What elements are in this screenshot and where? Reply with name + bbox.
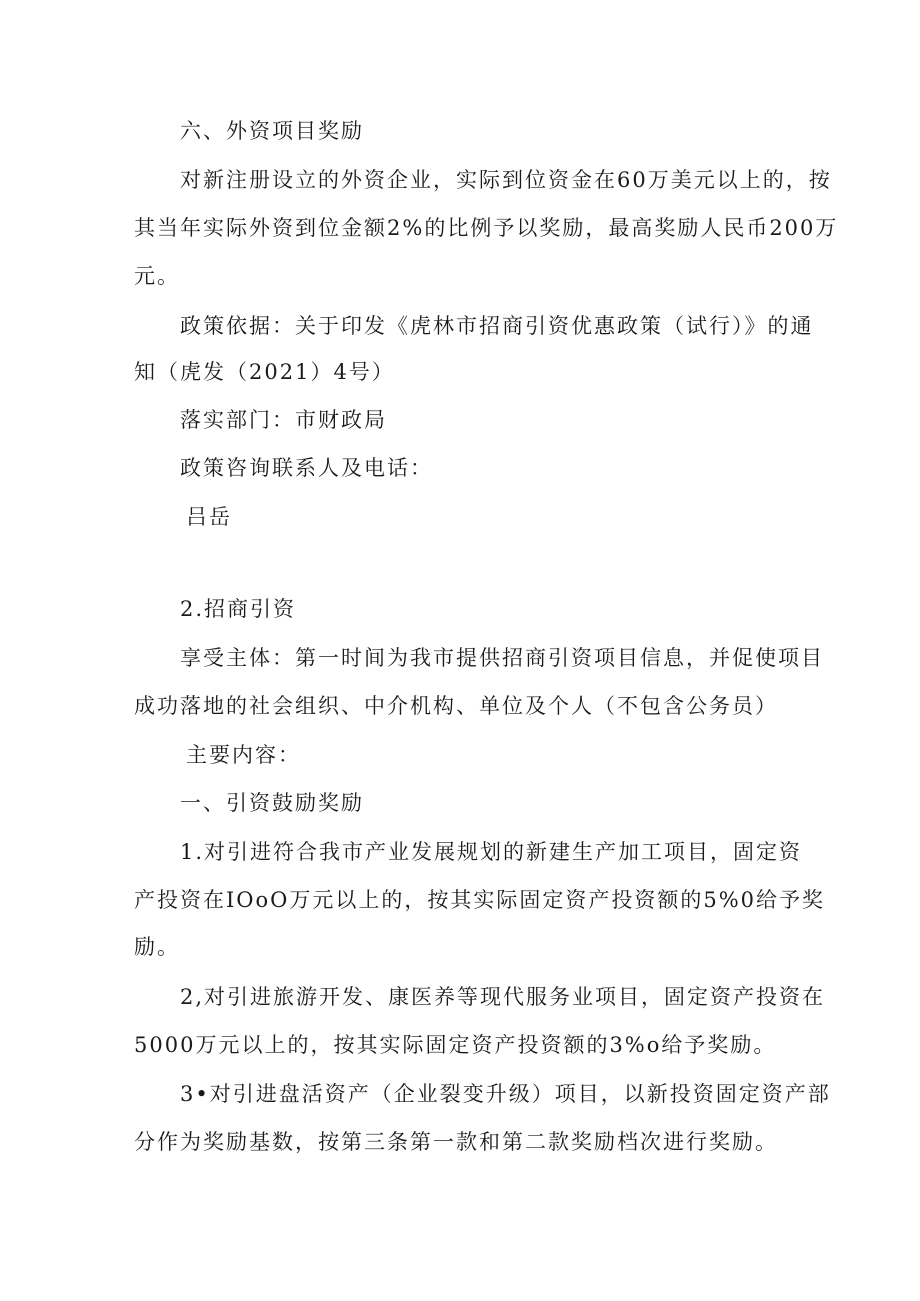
contact-name: 吕岳 <box>186 505 232 529</box>
section-six-para1-line3: 元。 <box>134 264 180 288</box>
section-six-heading: 六、外资项目奖励 <box>180 119 364 143</box>
section-six-para1-line2: 其当年实际外资到位金额2%的比例予以奖励，最高奖励人民币200万 <box>134 216 839 240</box>
item3-line1: 3•对引进盘活资产（企业裂变升级）项目，以新投资固定资产部 <box>180 1082 831 1106</box>
main-content-label: 主要内容： <box>186 743 301 767</box>
item1-line3: 励。 <box>134 935 180 959</box>
item2-line1: 2,对引进旅游开发、康医养等现代服务业项目，固定资产投资在 <box>180 985 826 1009</box>
item1-line2: 产投资在IOoO万元以上的，按其实际固定资产投资额的5%0给予奖 <box>134 888 826 912</box>
subject-line2: 成功落地的社会组织、中介机构、单位及个人（不包含公务员） <box>134 694 778 718</box>
sub-heading: 一、引资鼓励奖励 <box>180 791 364 815</box>
item2-line2: 5000万元以上的，按其实际固定资产投资额的3%o给予奖励。 <box>134 1033 777 1057</box>
implementing-department: 落实部门：市财政局 <box>180 408 387 432</box>
policy-basis-line1: 政策依据：关于印发《虎林市招商引资优惠政策（试行）》的通 <box>180 314 814 338</box>
section-six-para1-line1: 对新注册设立的外资企业，实际到位资金在60万美元以上的，按 <box>180 168 832 192</box>
section-two-heading: 2.招商引资 <box>180 597 297 621</box>
item1-line1: 1.对引进符合我市产业发展规划的新建生产加工项目，固定资 <box>180 840 803 864</box>
item3-line2: 分作为奖励基数，按第三条第一款和第二款奖励档次进行奖励。 <box>134 1130 778 1154</box>
policy-basis-line2: 知（虎发（2021）4号） <box>134 360 395 384</box>
subject-line1: 享受主体：第一时间为我市提供招商引资项目信息，并促使项目 <box>180 646 824 670</box>
contact-label: 政策咨询联系人及电话： <box>180 456 433 480</box>
